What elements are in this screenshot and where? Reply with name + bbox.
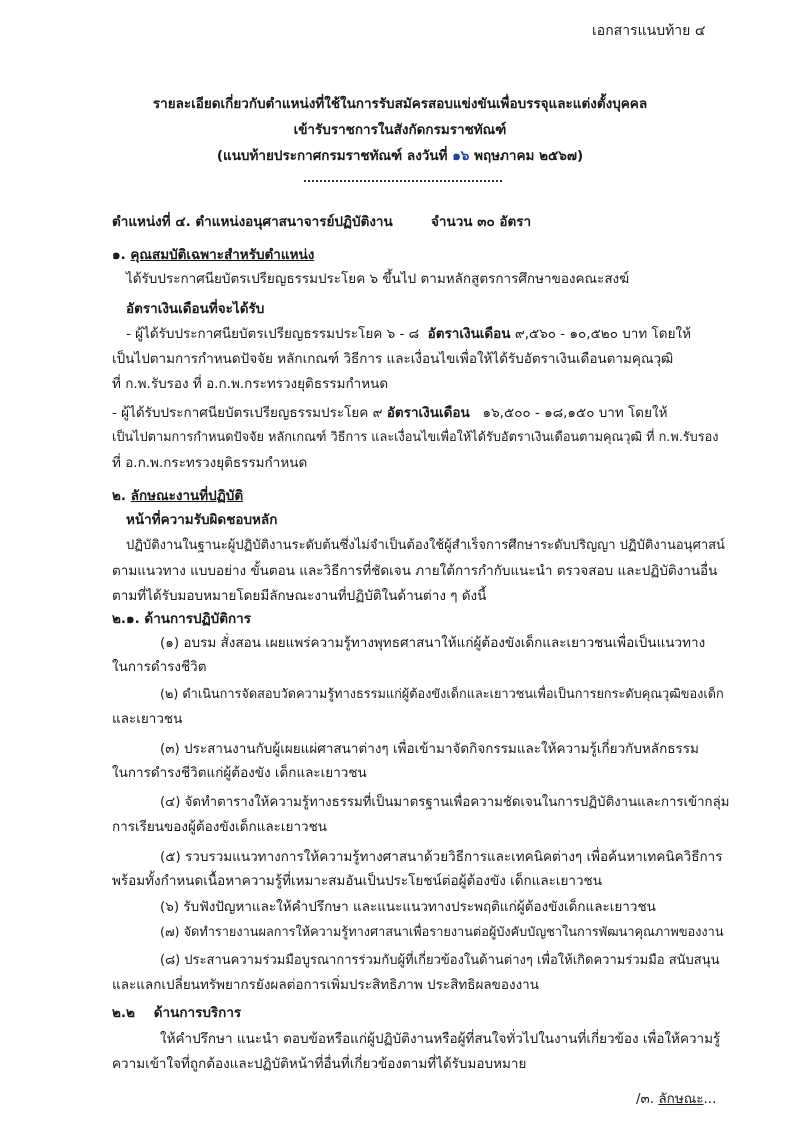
item5-line2: พร้อมทั้งกำหนดเนื้อหาความรู้ที่เหมาะสมอันเป็นประโยชน์ต่อผู้ต้องขัง เด็กและเยาวชน bbox=[112, 873, 602, 889]
title-line-1: รายละเอียดเกี่ยวกับตำแหน่งที่ใช้ในการรับสมัครสอบแข่งขันเพื่อบรรจุและแต่งตั้งบุคคล bbox=[152, 96, 648, 112]
service-line-1: ให้คำปรึกษา แนะนำ ตอบข้อหรือแก่ผู้ปฏิบัติงานหรือผู้ที่สนใจทั่วไปในงานที่เกี่ยวข้อง เพื่อให้ความรู้ bbox=[160, 1031, 721, 1047]
intro-line-1: ปฏิบัติงานในฐานะผู้ปฏิบัติงานระดับต้นซึ่งไม่จำเป็นต้องใช้ผู้สำเร็จการศึกษาระดับปริญญา ปฏิบัติงานอนุศาสน์ bbox=[126, 538, 725, 553]
sub1-heading: ๒.๑. ด้านการปฏิบัติการ bbox=[112, 611, 251, 627]
item3-line1: (๓) ประสานงานกับผู้เผยแผ่ศาสนาต่างๆ เพื่อเข้ามาจัดกิจกรรมและให้ความรู้เกี่ยวกับหลักธรรม bbox=[160, 741, 699, 757]
salary-heading: อัตราเงินเดือนที่จะได้รับ bbox=[126, 301, 265, 317]
item5-line1: (๕) รวบรวมแนวทางการให้ความรู้ทางศาสนาด้วยวิธีการและเทคนิคต่างๆ เพื่อค้นหาเทคนิควิธีการ bbox=[160, 849, 723, 865]
item8-line1: (๘) ประสานความร่วมมือบูรณาการร่วมกับผู้ที่เกี่ยวข้องในด้านต่างๆ เพื่อให้เกิดความร่วมมือ สนับสนุน bbox=[160, 953, 720, 968]
salary1-c: ๙,๕๖๐ - ๑๐,๕๒๐ บาท โดยให้ bbox=[514, 326, 691, 342]
salary2-a: - ผู้ได้รับประกาศนียบัตรเปรียญธรรมประโยค ๙ bbox=[112, 405, 383, 421]
section2-heading bbox=[112, 487, 243, 506]
position-label: ตำแหน่งที่ ๔. ตำแหน่งอนุศาสนาจารย์ปฏิบัติงาน bbox=[112, 214, 393, 230]
item4-line1: (๔) จัดทำตารางให้ความรู้ทางธรรมที่เป็นมาตรฐานเพื่อความชัดเจนในการปฏิบัติงานและการเข้ากลุ่ม bbox=[160, 795, 730, 810]
section1-title: คุณสมบัติเฉพาะสำหรับตำแหน่ง bbox=[130, 247, 315, 263]
sub2-num: ๒.๒ bbox=[112, 1005, 135, 1021]
salary1-line1 bbox=[126, 325, 691, 344]
salary2-line1 bbox=[112, 404, 667, 423]
salary2-c: ๑๖,๕๐๐ - ๑๘,๑๕๐ บาท โดยให้ bbox=[482, 405, 668, 421]
item4-line2: การเรียนของผู้ต้องขังเด็กและเยาวชน bbox=[112, 819, 327, 835]
continuation-link: ลักษณะ bbox=[658, 1091, 704, 1107]
salary2-line2: เป็นไปตามการกำหนดปัจจัย หลักเกณฑ์ วิธีการ และเงื่อนไขเพื่อให้ได้รับอัตราเงินเดือนตามคุณวุฒิ ที่ ก.พ.รับรอง bbox=[112, 430, 719, 445]
item7: (๗) จัดทำรายงานผลการให้ความรู้ทางศาสนาเพื่อรายงานต่อผู้บังคับบัญชาในการพัฒนาคุณภาพของงาน bbox=[160, 925, 724, 940]
section1-heading bbox=[112, 246, 314, 265]
salary2-line3: ที่ อ.ก.พ.กระทรวงยุติธรรมกำหนด bbox=[112, 455, 308, 471]
intro-line-2: ตามแนวทาง แบบอย่าง ขั้นตอน และวิธีการที่ชัดเจน ภายใต้การกำกับแนะนำ ตรวจสอบ และปฏิบัติงานอื่น bbox=[112, 563, 718, 579]
item6: (๖) รับฟังปัญหาและให้คำปรึกษา และแนะแนวทางประพฤติแก่ผู้ต้องขังเด็กและเยาวชน bbox=[160, 899, 656, 915]
title-suffix: พฤษภาคม ๒๕๖๗) bbox=[474, 148, 584, 164]
item2-line1: (๒) ดำเนินการจัดสอบวัดความรู้ทางธรรมแก่ผู้ต้องขังเด็กและเยาวชนเพื่อเป็นการยกระดับคุณวุฒิของเด็ก bbox=[160, 687, 724, 702]
salary1-line2: เป็นไปตามการกำหนดปัจจัย หลักเกณฑ์ วิธีการ และเงื่อนไขเพื่อให้ได้รับอัตราเงินเดือนตามคุณวุฒิ bbox=[112, 351, 674, 367]
page-continuation bbox=[636, 1090, 716, 1109]
sub2-heading bbox=[112, 1004, 241, 1023]
sub2-title: ด้านการบริการ bbox=[153, 1005, 242, 1021]
position-count: จำนวน ๓๐ อัตรา bbox=[431, 214, 532, 230]
section2-title: ลักษณะงานที่ปฏิบัติ bbox=[130, 488, 244, 504]
section1-num: ๑. bbox=[112, 247, 126, 263]
intro-line-3: ตามที่ได้รับมอบหมายโดยมีลักษณะงานที่ปฏิบัติในด้านต่าง ๆ ดังนี้ bbox=[112, 588, 487, 604]
item1-line1: (๑) อบรม สั่งสอน เผยแพร่ความรู้ทางพุทธศาสนาให้แก่ผู้ต้องขังเด็กและเยาวชนเพื่อเป็นแนวทาง bbox=[160, 635, 706, 651]
service-line-2: ความเข้าใจที่ถูกต้องและปฏิบัติหน้าที่อื่นที่เกี่ยวข้องตามที่ได้รับมอบหมาย bbox=[112, 1056, 527, 1072]
title-prefix: (แนบท้ายประกาศกรมราชทัณฑ์ ลงวันที่ bbox=[216, 148, 448, 164]
qualification-text: ได้รับประกาศนียบัตรเปรียญธรรมประโยค ๖ ขึ้นไป ตามหลักสูตรการศึกษาของคณะสงฆ์ bbox=[126, 271, 630, 287]
salary2-b: อัตราเงินเดือน bbox=[386, 405, 470, 421]
duties-heading: หน้าที่ความรับผิดชอบหลัก bbox=[126, 512, 278, 528]
title-day: ๑๖ bbox=[452, 148, 470, 164]
title-line-3 bbox=[0, 147, 800, 166]
section2-num: ๒. bbox=[112, 488, 127, 504]
item1-line2: ในการดำรงชีวิต bbox=[112, 659, 207, 675]
attachment-label: เอกสารแนบท้าย ๔ bbox=[592, 23, 706, 39]
title-line-2: เข้ารับราชการในสังกัดกรมราชทัณฑ์ bbox=[293, 122, 507, 138]
item2-line2: และเยาวชน bbox=[112, 711, 183, 727]
continuation-suffix: ... bbox=[703, 1091, 717, 1107]
item8-line2: และแลกเปลี่ยนทรัพยากรยังผลต่อการเพิ่มประสิทธิภาพ ประสิทธิผลของงาน bbox=[112, 977, 539, 993]
salary1-line3: ที่ ก.พ.รับรอง ที่ อ.ก.พ.กระทรวงยุติธรรมกำหนด bbox=[112, 376, 389, 392]
salary1-a: - ผู้ได้รับประกาศนียบัตรเปรียญธรรมประโยค ๖ - ๘ bbox=[126, 326, 420, 342]
item3-line2: ในการดำรงชีวิตแก่ผู้ต้องขัง เด็กและเยาวชน bbox=[112, 765, 367, 781]
continuation-prefix: /๓. bbox=[636, 1091, 655, 1107]
dotted-divider bbox=[304, 180, 502, 182]
salary1-b: อัตราเงินเดือน bbox=[427, 326, 511, 342]
